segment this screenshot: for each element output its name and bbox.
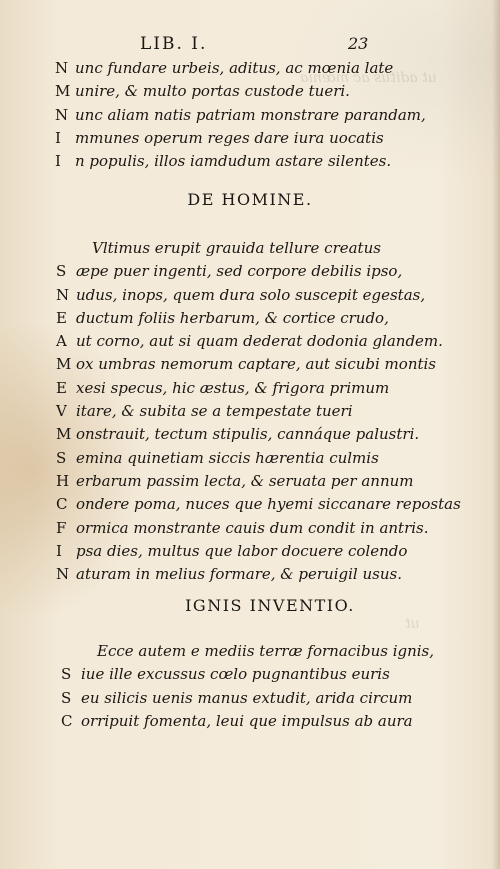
initial-letter: S [56,448,67,467]
verse-line [56,330,461,353]
verse-line [56,307,461,330]
verse-line [56,353,461,376]
verse-line-first: Vltimus erupit grauida tellure creatus [92,239,381,257]
verse-block-1 [55,57,426,173]
verse-line [56,540,461,563]
verse-text: udus, inops, quem dura solo suscepit egestas, [76,285,426,304]
verse-text: mmunes operum reges dare iura uocatis [75,128,384,147]
verse-line [56,470,461,493]
initial-letter: C [61,711,73,730]
initial-letter: I [55,152,61,171]
initial-letter: H [56,471,70,490]
initial-letter: S [61,688,72,707]
verse-text: unc aliam natis patriam monstrare parandam, [75,105,426,124]
verse-text: orripuit fomenta, leui que impulsus ab aura [81,711,413,730]
initial-letter: N [56,565,70,584]
verse-line [56,447,461,470]
verse-line-first: Ecce autem e mediis terræ fornacibus ignis, [97,642,435,660]
initial-letter: V [56,402,67,421]
verse-line [55,150,426,173]
initial-letter: S [61,665,72,684]
verse-line [56,563,461,586]
verse-text: erbarum passim lecta, & seruata per annum [76,471,414,490]
initial-letter: M [56,355,72,374]
verse-line [56,260,461,283]
verse-block-3 [61,640,434,733]
verse-text: ut corno, aut si quam dederat dodonia glandem. [76,332,443,351]
verse-text: n populis, illos iamdudum astare silentes. [75,152,392,171]
initial-letter: I [56,541,62,560]
initial-letter: I [55,128,61,147]
page-edge-shadow [492,0,500,869]
verse-text: aturam in melius formare, & peruigil usus. [76,565,402,584]
verse-text: unc fundare urbeis, aditus, ac mœnia late [75,59,394,77]
page-header [0,34,500,58]
initial-letter: E [56,308,67,327]
verse-line [56,400,461,423]
verse-line [61,663,434,686]
verse-line [56,517,461,540]
verse-line [55,57,426,80]
initial-letter: S [56,262,67,281]
verse-text: unire, & multo portas custode tueri. [75,82,350,101]
verse-line [55,80,426,103]
verse-text: iue ille excussus cœlo pugnantibus euris [81,665,390,684]
initial-letter: E [56,378,67,397]
verse-text: itare, & subita se a tempestate tueri [76,402,353,421]
verse-text: eu silicis uenis manus extudit, arida circum [81,688,413,707]
show-through-text: ut [405,616,420,632]
verse-text: xesi specus, hic æstus, & frigora primum [76,378,390,397]
initial-letter: C [56,495,68,514]
verse-text: onstrauit, tectum stipulis, cannáque palustri. [76,425,420,444]
initial-letter: M [55,82,71,101]
initial-letter: N [56,285,70,304]
initial-letter: N [55,59,69,77]
show-through-text: ut aditus ac mœnia [300,70,437,86]
verse-text: ondere poma, nuces que hyemi siccanare repostas [76,495,461,514]
verse-text: æpe puer ingenti, sed corpore debilis ipso, [76,262,403,281]
initial-letter: N [55,105,69,124]
initial-letter: A [56,332,67,351]
verse-block-2 [56,237,461,586]
verse-line [61,687,434,710]
verse-text: emina quinetiam siccis hærentia culmis [76,448,379,467]
verse-text: ormica monstrante cauis dum condit in antris. [76,518,429,537]
verse-line [55,127,426,150]
verse-text: psa dies, multus que labor docuere colendo [76,541,408,560]
initial-letter: F [56,518,67,537]
verse-line [56,284,461,307]
verse-line [55,104,426,127]
section-heading-de-homine: DE HOMINE. [187,190,313,209]
section-heading-ignis-inventio: IGNIS INVENTIO. [185,596,355,615]
verse-line [56,377,461,400]
verse-line [56,493,461,516]
initial-letter: M [56,425,72,444]
page-number: 23 [348,34,369,53]
verse-line [61,710,434,733]
verse-text: ductum foliis herbarum, & cortice crudo, [76,308,389,327]
running-head: LIB. I. [140,34,208,54]
verse-line [56,423,461,446]
verse-text: ox umbras nemorum captare, aut sicubi montis [76,355,436,374]
